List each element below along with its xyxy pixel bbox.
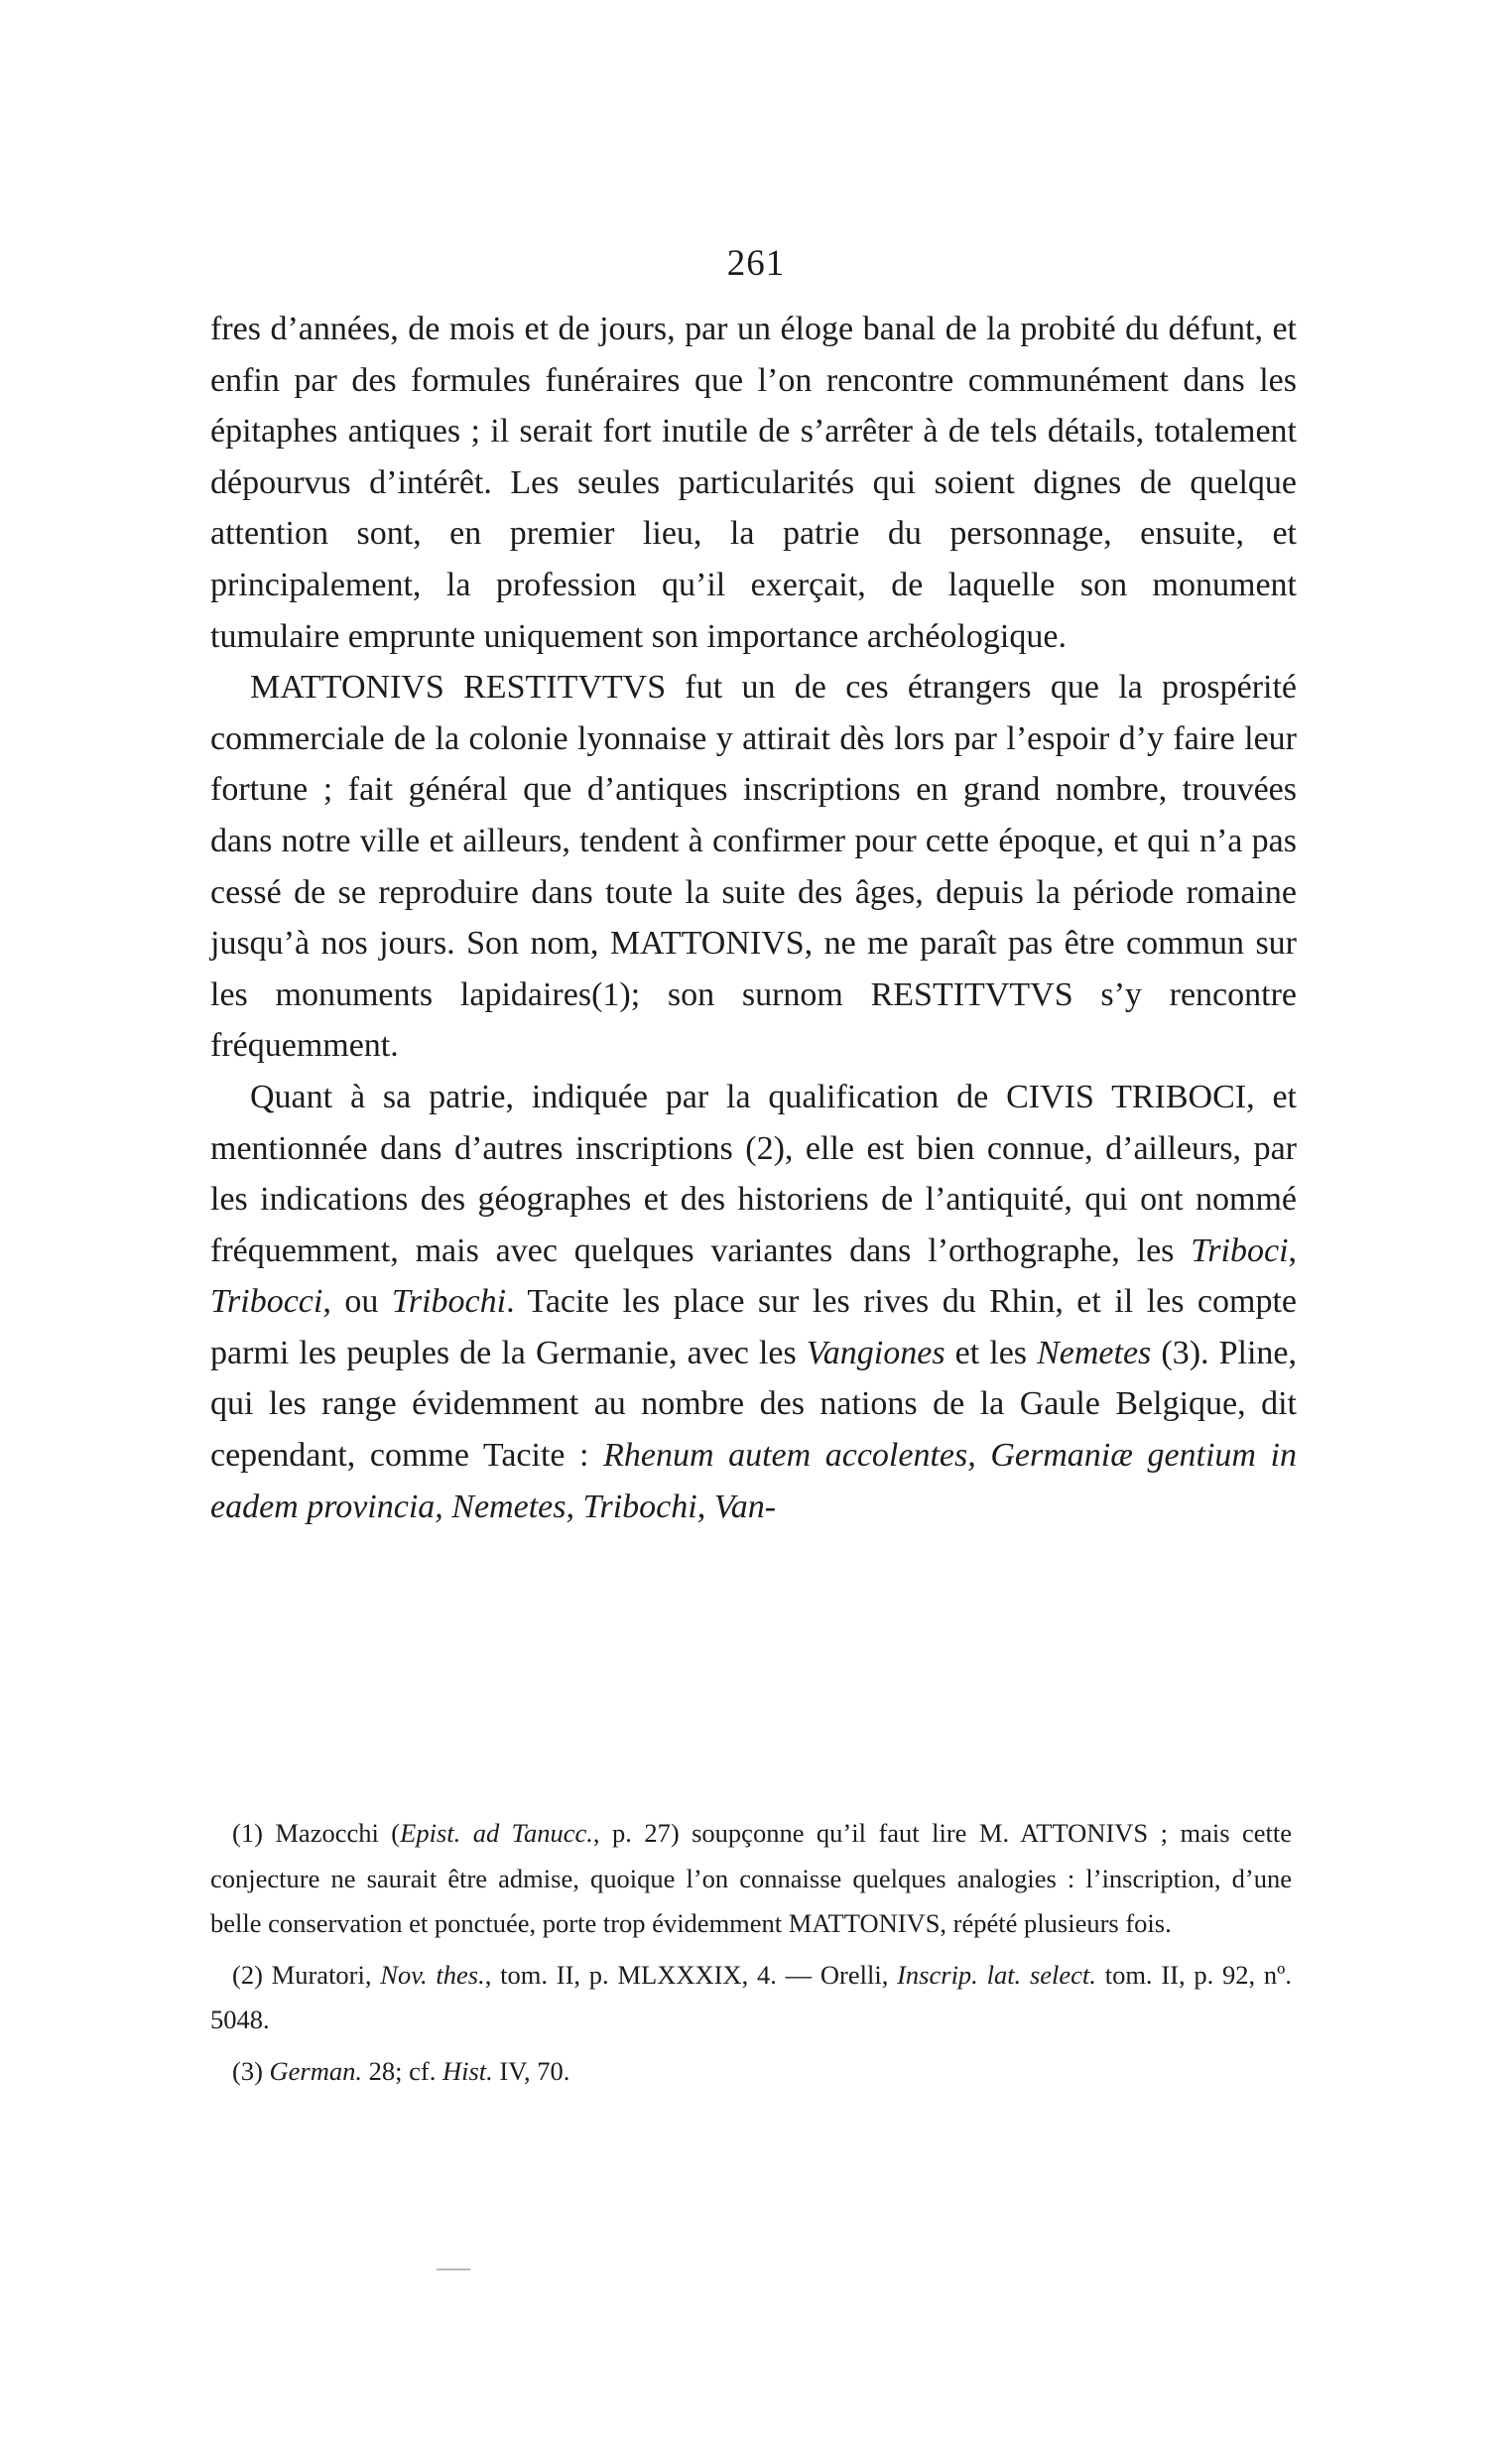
paragraph-1: fres d’années, de mois et de jours, par un éloge banal de la probité du défunt, et enfin par des formules funéraires que l’on rencontre communément dans les épitaphes antiques ; il serait fort inutile de s’arrêter à de tels détails, totalement dépourvus d’intérêt. Les seules particularités qui soient dignes de quelque attention sont, en premier lieu, la patrie du personnage, ensuite, et principalement, la profession qu’il exerçait, de laquelle son monument tumulaire emprunte uniquement son importance archéologique. [210,311,1297,655]
footnote-2 [210,1953,1292,2043]
latin-quotation: Rhenum autem accolentes, Germaniæ gentium in eadem provincia, Nemetes, Tribochi, Van- [210,1437,1298,1525]
italic-name: Triboci [1191,1231,1289,1269]
italic-name: Tribochi [391,1283,507,1321]
ink-mark [437,2268,470,2270]
footnote-text: IV, 70. [499,2055,570,2086]
footnote-text: (2) Muratori, [232,1959,372,1990]
paragraph-3-text: (3). Pline, qui les range évidemment au nombre des nations de la Gaule Belgique, dit cependant, comme Tacite : [210,1334,1297,1475]
footnote-citation: Epist. ad Tanucc. [400,1818,593,1848]
paragraph-3-text: . Tacite les place sur les rives du Rhin, et il les compte parmi les peuples de la Germanie, avec les [210,1283,1298,1371]
paragraph-3-text: et les [954,1334,1028,1371]
paragraph-2: MATTONIVS RESTITVTVS fut un de ces étrangers que la prospérité commerciale de la colonie lyonnaise y attirait dès lors par l’espoir d’y faire leur fortune ; fait général que d’antiques inscriptions en grand nombre, trouvées dans notre ville et ailleurs, tendent à confirmer pour cette époque, et qui n’a pas cessé de se reproduire dans toute la suite des âges, depuis la période romaine jusqu’à nos jours. Son nom, MATTONIVS, ne me paraît pas être commun sur les monuments lapidaires(1); son surnom RESTITVTVS s’y rencontre fréquemment. [210,669,1297,1065]
footnote-citation: Nov. thes. [380,1959,485,1990]
footnote-citation: German. [269,2055,363,2086]
italic-name: Tribocci [210,1283,323,1321]
footnote-citation: Inscrip. lat. select. [897,1959,1096,1990]
footnote-text: (1) Mazocchi ( [232,1818,401,1848]
footnote-text: tom. II, p. 92, nº. 5048. [210,1959,1293,2034]
footnote-text: , p. 27) soupçonne qu’il faut lire M. ATTONIVS ; mais cette conjecture ne saurait être admise, quoique l’on connaisse quelques analogies : l’inscription, d’une belle conservation et ponctuée, porte trop évidemment MATTONIVS, répété plusieurs fois. [210,1818,1292,1938]
paragraph-3-text: , [1288,1231,1298,1269]
footnote-1 [210,1811,1292,1947]
footnote-3 [210,2049,1292,2095]
paragraph-3-text: Quant à sa patrie, indiquée par la qualification de CIVIS TRIBOCI, et mentionnée dans d’autres inscriptions (2), elle est bien connue, d’ailleurs, par les indications des géographes et des historiens de l’antiquité, qui ont nommé fréquemment, mais avec quelques variantes dans l’orthographe, les [210,1078,1297,1269]
page-number: 261 [726,243,786,284]
paragraph-3 [210,1072,1297,1532]
body-text [210,304,1297,1532]
footnotes [210,1811,1292,2100]
paragraph-3-text: , ou [322,1283,379,1321]
italic-name: Nemetes [1037,1334,1152,1371]
footnote-text: (3) [232,2055,263,2086]
footnote-text: , tom. II, p. MLXXXIX, 4. — Orelli, [484,1959,889,1990]
footnote-citation: Hist. [441,2055,493,2086]
footnote-text: 28; cf. [368,2055,437,2086]
italic-name: Vangiones [806,1334,945,1371]
